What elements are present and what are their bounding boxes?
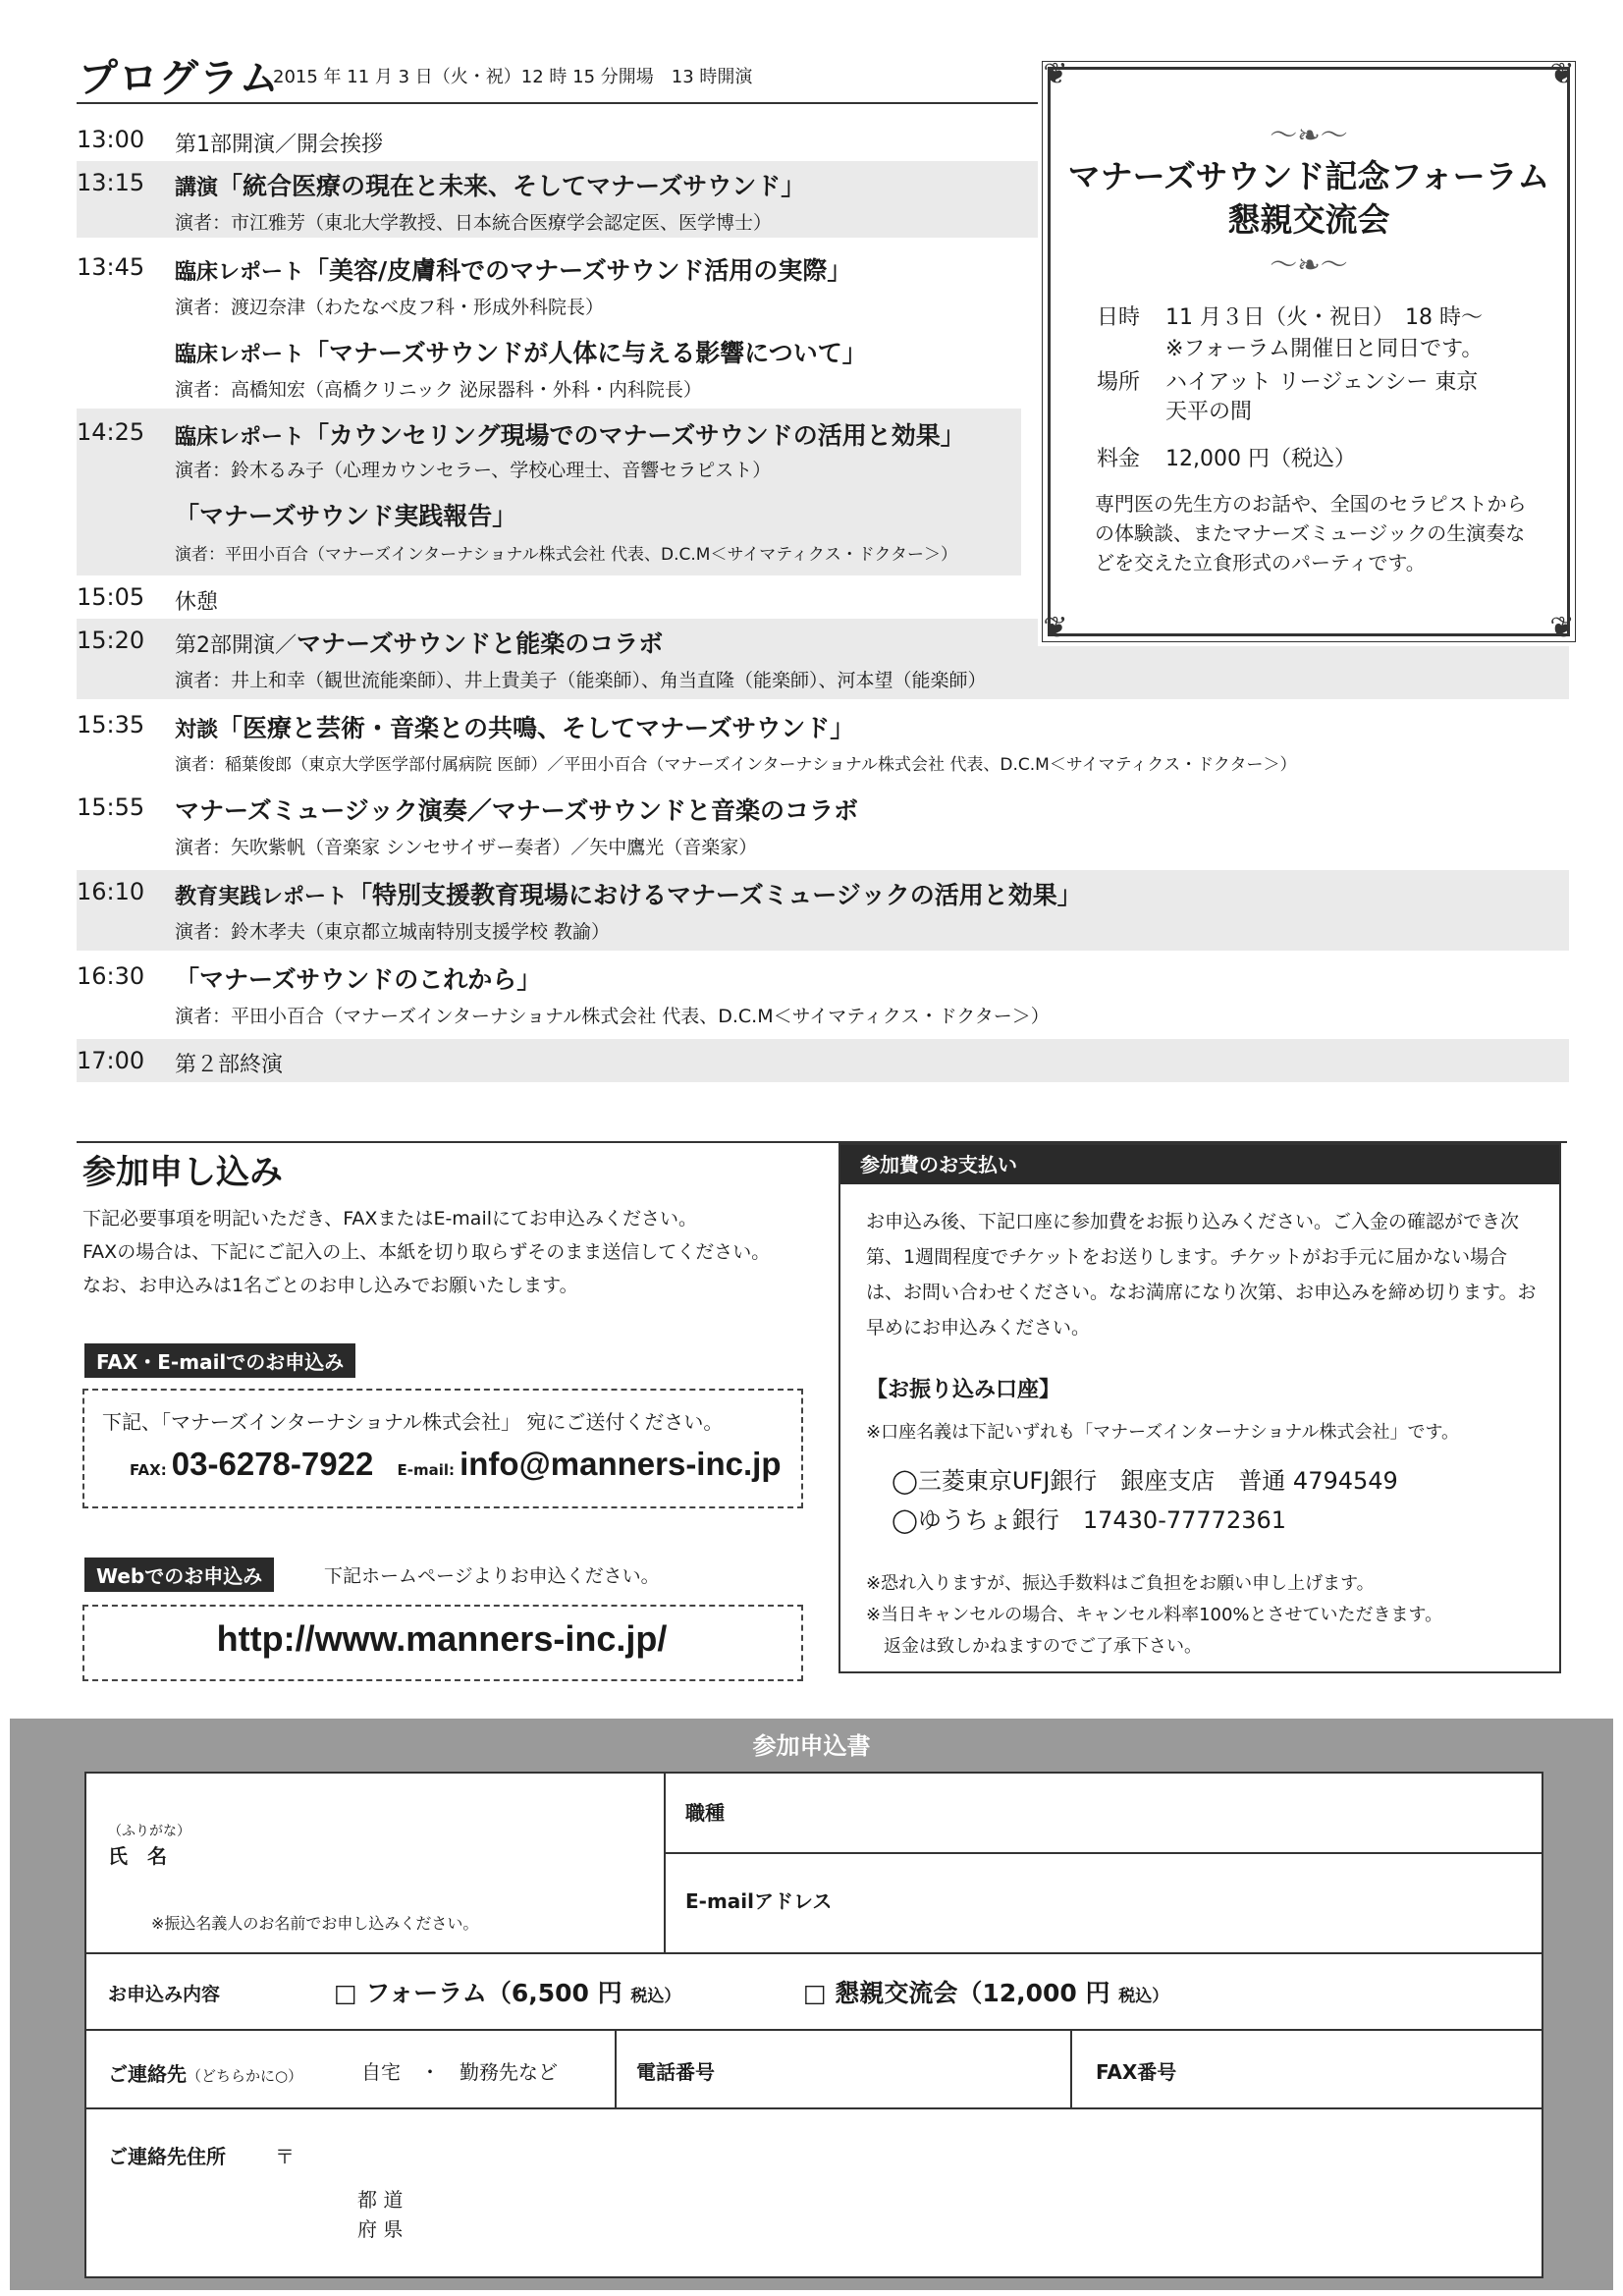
program-item xyxy=(175,416,965,452)
party-checkbox[interactable] xyxy=(803,1974,1168,2009)
email-field[interactable] xyxy=(852,1866,1530,1935)
occupation-label: 職種 xyxy=(685,1801,725,1825)
performer: 演者：平田小百合（マナーズインターナショナル株式会社 代表、D.C.M＜サイマティクス・ドクター＞） xyxy=(175,1006,1050,1027)
performer: 演者：市江雅芳（東北大学教授、日本統合医療学会認定医、医学博士） xyxy=(175,212,773,234)
party-option: □ 懇親交流会（12,000 円 xyxy=(803,1979,1110,2007)
forum-checkbox[interactable] xyxy=(334,1974,680,2009)
program-item xyxy=(175,251,851,287)
occupation-field[interactable] xyxy=(764,1783,1530,1842)
program-time: 13:45 xyxy=(77,253,145,281)
program-time: 14:25 xyxy=(77,418,145,446)
web-instruction: 下記ホームページよりお申込ください。 xyxy=(324,1565,660,1587)
date-note: ※フォーラム開催日と同日です。 xyxy=(1165,337,1484,361)
phone-label: 電話番号 xyxy=(636,2060,715,2084)
reception-title-line: 懇親交流会 xyxy=(1227,200,1390,239)
session-type: 第2部開演／ xyxy=(175,633,297,658)
place-label: 場所 xyxy=(1097,370,1141,395)
forum-tax: 税込） xyxy=(630,1987,681,2006)
email-label: E-mail: xyxy=(397,1461,456,1479)
fax-field-label: FAX番号 xyxy=(1096,2060,1177,2084)
flourish-icon: ～❧～ xyxy=(1270,248,1348,281)
bank-account: ◯三菱東京UFJ銀行 銀座支店 普通 4794549 xyxy=(892,1467,1398,1495)
date-value: 11 月３日（火・祝日） 18 時～ xyxy=(1165,305,1483,330)
program-time: 16:30 xyxy=(77,962,145,990)
performer: 演者：平田小百合（マナーズインターナショナル株式会社 代表、D.C.M＜サイマティクス・ドクター＞） xyxy=(175,545,958,565)
program-time: 16:10 xyxy=(77,878,145,905)
program-item: 休憩 xyxy=(175,590,219,615)
program-item xyxy=(175,625,663,660)
program-item: 第1部開演／開会挨拶 xyxy=(175,133,383,157)
reception-date xyxy=(1097,301,1483,331)
program-row xyxy=(77,409,1021,575)
session-title: 「カウンセリング現場でのマナーズサウンドの活用と効果」 xyxy=(304,421,965,450)
payment-title: 参加費のお支払い xyxy=(840,1145,1559,1184)
email-address[interactable]: info@manners-inc.jp xyxy=(460,1446,782,1482)
grid-line xyxy=(664,1852,1543,1854)
program-item xyxy=(175,334,867,369)
application-text: FAXの場合は、下記にご記入の上、本紙を切り取らずそのまま送信してください。 xyxy=(82,1241,771,1263)
performer: 演者：鈴木るみ子（心理カウンセラー、学校心理士、音響セラピスト） xyxy=(175,460,772,481)
reception-place-room xyxy=(1097,395,1252,425)
program-row xyxy=(77,786,1569,866)
application-form xyxy=(84,1772,1543,2278)
payment-note: 返金は致しかねますのでご了承下さい。 xyxy=(884,1636,1202,1657)
session-title: 「統合医療の現在と未来、そしてマナーズサウンド」 xyxy=(218,172,806,200)
corner-ornament-icon: ❦ xyxy=(1043,611,1068,645)
contact-type xyxy=(108,2058,302,2087)
session-title: 「医療と芸術・音楽との共鳴、そしてマナーズサウンド」 xyxy=(218,714,855,742)
program-time: 13:15 xyxy=(77,169,145,196)
program-item xyxy=(175,709,854,744)
contact-hint: （どちらかに○） xyxy=(187,2067,303,2085)
reception-title xyxy=(1038,155,1580,242)
place-room: 天平の間 xyxy=(1165,400,1253,424)
phone-field[interactable] xyxy=(734,2039,1058,2098)
grid-line xyxy=(86,1952,1543,1954)
program-row xyxy=(77,703,1569,782)
session-title: 「マナーズサウンドが人体に与える影響について」 xyxy=(304,339,867,367)
program-time: 15:35 xyxy=(77,711,145,738)
postal-account: ◯ゆうちょ銀行 17430-77772361 xyxy=(892,1506,1287,1534)
session-title: 「マナーズサウンドのこれから」 xyxy=(175,965,542,994)
payment-box xyxy=(839,1143,1561,1673)
performer: 演者：鈴木孝夫（東京都立城南特別支援学校 教諭） xyxy=(175,921,611,943)
program-item: 第２部終演 xyxy=(175,1053,284,1077)
grid-line xyxy=(86,2107,1543,2109)
session-title: マナーズサウンドと能楽のコラボ xyxy=(297,629,664,658)
grid-line xyxy=(1070,2029,1072,2107)
name-field[interactable] xyxy=(155,1836,646,1895)
application-text: 下記必要事項を明記いただき、FAXまたはE-mailにてお申込みください。 xyxy=(82,1208,698,1230)
reception-date-note xyxy=(1097,332,1483,362)
forum-option: □ フォーラム（6,500 円 xyxy=(334,1979,622,2007)
fax-instruction: 下記、「マナーズインターナショナル株式会社」 宛にご送付ください。 xyxy=(102,1410,724,1434)
performer: 演者：渡辺奈津（わたなべ皮フ科・形成外科院長） xyxy=(175,297,605,318)
program-row xyxy=(77,1039,1569,1082)
web-url-link[interactable]: http://www.manners-inc.jp/ xyxy=(216,1618,668,1659)
performer: 演者：稲葉俊郎（東京大学医学部付属病院 医師）／平田小百合（マナーズインターナショナル株式会社 代表、D.C.M＜サイマティクス・ドクター＞） xyxy=(175,755,1297,775)
session-title: マナーズミュージック演奏／マナーズサウンドと音楽のコラボ xyxy=(175,796,859,825)
reception-description: 専門医の先生方のお話や、全国のセラピストからの体験談、またマナーズミュージックの生演奏などを交えた立食形式のパーティです。 xyxy=(1095,492,1527,574)
program-time: 17:00 xyxy=(77,1047,145,1074)
name-note: ※振込名義人のお名前でお申し込みください。 xyxy=(151,1914,479,1933)
place-value: ハイアット リージェンシー 東京 xyxy=(1165,370,1479,395)
date-label: 日時 xyxy=(1097,305,1141,330)
corner-ornament-icon: ❦ xyxy=(1549,611,1575,645)
program-subtitle: 2015 年 11 月 3 日（火・祝）12 時 15 分開場 13 時開演 xyxy=(273,67,753,87)
grid-line xyxy=(615,2029,617,2107)
fax-email-tag: FAX・E-mailでのお申込み xyxy=(84,1343,355,1378)
session-type: 臨床レポート xyxy=(175,425,305,450)
account-note: ※口座名義は下記いずれも「マナーズインターナショナル株式会社」です。 xyxy=(866,1422,1460,1443)
session-type: 講演 xyxy=(175,176,219,200)
session-title: 「特別支援教育現場におけるマナーズミュージックの活用と効果」 xyxy=(348,881,1082,909)
payment-text: お申込み後、下記口座に参加費をお振り込みください。ご入金の確認ができ次第、1週間程度でチケットをお送りします。チケットがお手元に届かない場合は、お問い合わせください。なお満席になり次第、お申込みを締め切ります。お早めにお申込みください。 xyxy=(866,1211,1537,1339)
contact-label: ご連絡先 xyxy=(108,2062,187,2086)
payment-note: ※当日キャンセルの場合、キャンセル料率100%とさせていただきます。 xyxy=(866,1605,1443,1625)
fax-number: 03-6278-7922 xyxy=(171,1446,374,1482)
name-label: 氏 名 xyxy=(108,1844,167,1868)
grid-line xyxy=(86,2029,1543,2031)
program-item xyxy=(175,167,805,202)
flourish-icon: ～❧～ xyxy=(1270,119,1348,151)
corner-ornament-icon: ❦ xyxy=(1549,57,1575,91)
contact-choices[interactable]: 自宅 ・ 勤務先など xyxy=(361,2060,558,2084)
address-field[interactable] xyxy=(302,2127,1530,2265)
performer: 演者：矢吹紫帆（音楽家 シンセサイザー奏者）／矢中鷹光（音楽家） xyxy=(175,837,758,858)
session-title: 「美容/皮膚科でのマナーズサウンド活用の実際」 xyxy=(304,256,852,285)
fee-value: 12,000 円（税込） xyxy=(1165,447,1356,471)
application-text: なお、お申込みは1名ごとのお申し込みでお願いたします。 xyxy=(82,1275,578,1296)
program-time: 15:05 xyxy=(77,583,145,611)
program-title: プログラム xyxy=(79,56,280,101)
reception-place xyxy=(1097,365,1478,396)
address-label: ご連絡先住所 xyxy=(108,2145,226,2168)
prefecture-label-bottom: 府 県 xyxy=(357,2217,404,2241)
corner-ornament-icon: ❦ xyxy=(1043,57,1068,91)
furigana-label: （ふりがな） xyxy=(108,1824,190,1839)
fee-label: 料金 xyxy=(1097,447,1141,471)
reception-fee xyxy=(1097,442,1356,472)
session-type: 教育実践レポート xyxy=(175,885,349,909)
content-label: お申込み内容 xyxy=(108,1984,221,2005)
grid-line xyxy=(664,1774,666,1952)
party-tax: 税込） xyxy=(1118,1987,1169,2006)
postal-mark: 〒 xyxy=(275,2145,295,2168)
performer: 演者：高橋知宏（高橋クリニック 泌尿器科・外科・内科院長） xyxy=(175,379,702,401)
program-time: 13:00 xyxy=(77,126,145,153)
payment-note: ※恐れ入りますが、振込手数料はご負担をお願い申し上げます。 xyxy=(866,1573,1375,1594)
prefecture-label-top: 都 道 xyxy=(357,2188,404,2212)
fax-label: FAX: xyxy=(130,1461,167,1479)
form-title: 参加申込書 xyxy=(752,1732,871,1760)
session-type: 臨床レポート xyxy=(175,260,305,285)
contact-numbers xyxy=(130,1446,781,1483)
application-title: 参加申し込み xyxy=(82,1153,283,1192)
email-label: E-mailアドレス xyxy=(685,1889,833,1913)
web-tag: Webでのお申込み xyxy=(84,1558,274,1592)
session-type: 臨床レポート xyxy=(175,343,305,367)
program-row xyxy=(77,870,1569,951)
account-title: 【お振り込み口座】 xyxy=(866,1378,1061,1402)
session-type: 対談 xyxy=(175,718,219,742)
program-time: 15:20 xyxy=(77,627,145,654)
program-item xyxy=(175,876,1082,911)
program-row xyxy=(77,955,1569,1035)
session-title: 「マナーズサウンド実践報告」 xyxy=(175,502,517,530)
program-time: 15:55 xyxy=(77,793,145,821)
reception-title-line: マナーズサウンド記念フォーラム xyxy=(1067,157,1550,195)
reception-box xyxy=(1038,57,1580,646)
fax-field[interactable] xyxy=(1196,2039,1530,2098)
performer: 演者：井上和幸（観世流能楽師）、井上貴美子（能楽師）、角当直隆（能楽師）、河本望（能楽師） xyxy=(175,670,987,691)
